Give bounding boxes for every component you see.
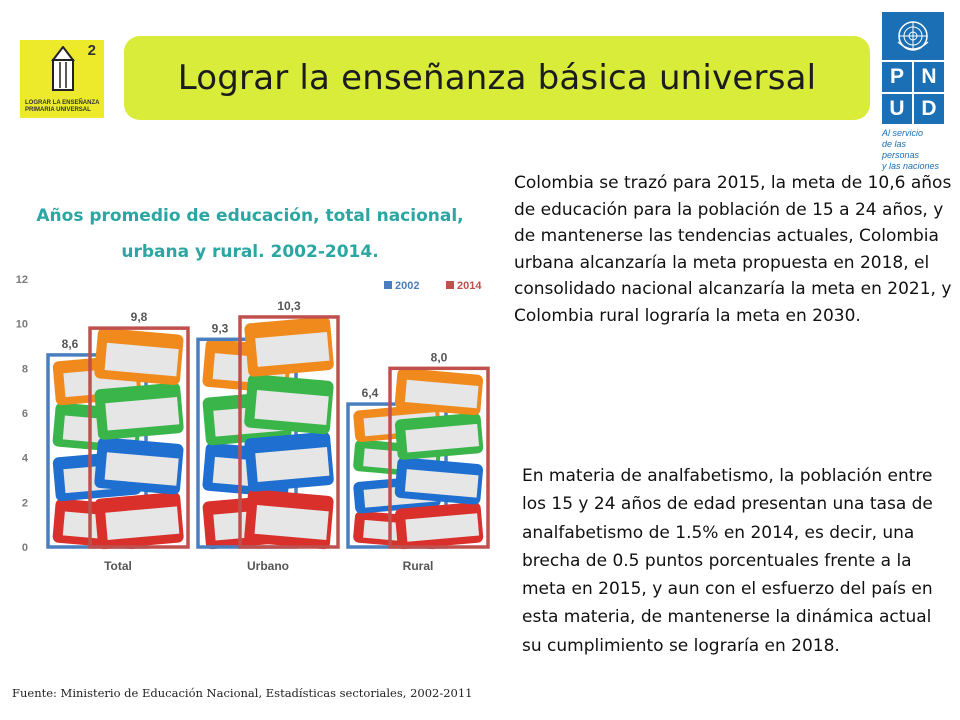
data-label: 8,0 xyxy=(430,350,448,365)
pnud-letter: D xyxy=(914,94,944,124)
y-tick-label: 6 xyxy=(21,408,28,420)
y-tick-label: 0 xyxy=(21,542,28,554)
data-label: 8,6 xyxy=(61,336,79,351)
y-tick-label: 4 xyxy=(21,452,28,465)
category-label: Total xyxy=(104,559,132,573)
pnud-letter: U xyxy=(882,94,912,124)
mdg-goal-logo xyxy=(20,40,104,118)
goal-caption-line: LOGRAR LA ENSEÑANZA xyxy=(25,100,100,106)
data-label: 6,4 xyxy=(361,386,379,401)
pnud-letter: P xyxy=(882,62,912,92)
title-banner xyxy=(124,36,870,120)
paragraph-meta-education: Colombia se trazó para 2015, la meta de 10,6 años de educación para la población de 15 a 24 años, y de mantenerse las tendencias actuales, Colombia urbana alcanzaría la meta propuesta en 2018, el consolidado nacional alcanzaría la meta en 2021, y Colombia rural lograría la meta en 2030. xyxy=(514,173,952,326)
y-tick-label: 8 xyxy=(21,363,28,376)
tagline-line: Al servicio xyxy=(882,128,924,138)
y-tick-label: 10 xyxy=(15,318,28,331)
y-tick-label: 2 xyxy=(21,497,28,510)
legend-label-2014: 2014 xyxy=(457,280,482,292)
pnud-tagline xyxy=(882,128,944,172)
pencil-icon xyxy=(50,46,76,92)
chart-title-line: Años promedio de educación, total nacional, xyxy=(36,206,464,226)
y-tick-label: 12 xyxy=(15,274,28,286)
page-title: Lograr la enseñanza básica universal xyxy=(177,58,817,98)
chart-title-line: urbana y rural. 2002-2014. xyxy=(121,242,379,262)
un-emblem-icon xyxy=(882,12,944,60)
data-label: 9,8 xyxy=(130,310,148,325)
data-label: 10,3 xyxy=(277,298,301,313)
data-label: 9,3 xyxy=(211,321,229,336)
goal-caption-line: PRIMARIA UNIVERSAL xyxy=(25,107,91,113)
pnud-logo xyxy=(882,12,944,172)
pnud-letter: N xyxy=(914,62,944,92)
tagline-line: y las naciones xyxy=(882,161,940,171)
legend-swatch-2014 xyxy=(446,281,454,289)
chart-title xyxy=(20,198,480,270)
legend-swatch-2002 xyxy=(384,281,392,289)
goal-caption xyxy=(25,100,99,114)
category-label: Rural xyxy=(402,559,434,573)
category-label: Urbano xyxy=(247,559,289,573)
education-years-chart xyxy=(0,262,500,592)
tagline-line: de las personas xyxy=(882,139,920,160)
source-note: Fuente: Ministerio de Educación Nacional, Estadísticas sectoriales, 2002-2011 xyxy=(12,686,473,700)
goal-number: 2 xyxy=(87,42,96,59)
legend-label-2002: 2002 xyxy=(395,280,420,292)
paragraph-illiteracy: En materia de analfabetismo, la población entre los 15 y 24 años de edad presentan una tasa de analfabetismo de 1.5% en 2014, es decir, una brecha de 0.5 puntos porcentuales frente a la meta en 2015, y aun con el esfuerzo del país en esta materia, de mantenerse la dinámica actual su cumplimiento se lograría en 2018. xyxy=(522,466,933,656)
